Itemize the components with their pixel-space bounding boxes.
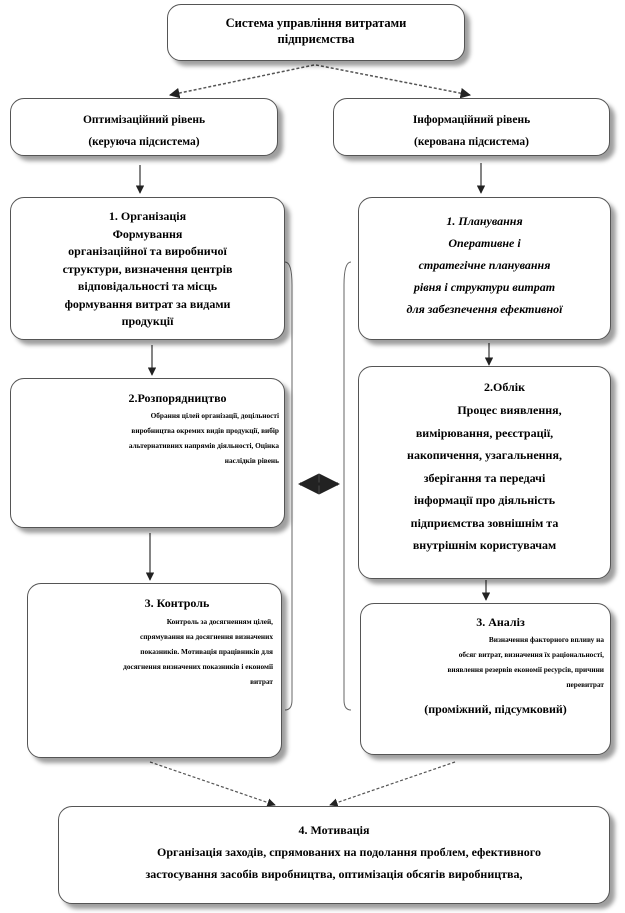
analysis-line: виявлення резервів економії ресурсів, причини: [447, 665, 604, 674]
accounting-line: зберігання та передачі: [423, 470, 546, 485]
cost-management-system-box: [167, 4, 465, 61]
information-level-box: [333, 98, 610, 156]
motivation-line: застосування засобів виробництва, оптимізація обсягів виробництва,: [145, 867, 523, 881]
left-bracket: [285, 262, 292, 710]
distribution-line: альтернативних напрямів діяльності, Оцінка: [128, 441, 279, 450]
planning-line: стратегічне планування: [418, 258, 551, 272]
control-line: спрямування на досягнення визначених: [139, 632, 273, 641]
information-level-title: Інформаційний рівень: [412, 114, 531, 126]
distribution-line: виробництва окремих видів продукції, вибір: [131, 426, 279, 435]
accounting-line: накопичення, узагальнення,: [407, 448, 562, 462]
analysis-line: перевитрат: [566, 680, 604, 689]
control-title: 3. Контроль: [144, 596, 210, 610]
analysis-box: [360, 603, 611, 755]
motivation-title: 4. Мотивація: [298, 823, 370, 837]
motivation-line: Організація заходів, спрямованих на подолання проблем, ефективного: [157, 845, 541, 859]
planning-box: [358, 197, 611, 340]
right-bracket: [344, 262, 351, 710]
distribution-line: наслідків рівень: [224, 456, 279, 465]
distribution-title: 2.Розпорядництво: [128, 391, 227, 405]
accounting-line: внутрішнім користувачам: [412, 538, 557, 552]
analysis-title: 3. Аналіз: [476, 615, 525, 629]
control-line: досягнення визначених показників і економії: [123, 662, 273, 671]
planning-line: рівня і структури витрат: [413, 280, 556, 294]
accounting-line: вимірювання, реєстрації,: [415, 425, 554, 440]
accounting-box: [358, 366, 611, 579]
organization-line: структури, визначення центрів: [62, 261, 233, 276]
accounting-line: підприємства зовнішнім та: [410, 515, 559, 530]
planning-line: Оперативне і: [448, 236, 521, 250]
organization-title: 1. Організація: [108, 209, 187, 223]
accounting-line: інформації про діяльність: [413, 493, 556, 507]
control-box: [27, 583, 282, 758]
organization-line: організаційної та виробничої: [68, 244, 227, 258]
control-line: показників. Мотивація працівників для: [140, 647, 273, 656]
arrow-to-information-level: [316, 65, 470, 95]
accounting-title: 2.Облік: [483, 380, 525, 394]
motivation-box: [58, 806, 610, 904]
optimization-level-box: [10, 98, 278, 156]
system-title-line1: Система управління витратами: [225, 16, 407, 30]
planning-title: 1. Планування: [446, 214, 523, 228]
organization-line: Формування: [112, 226, 183, 241]
planning-line: для забезпечення ефективної: [406, 302, 563, 316]
arrow-control-to-motivation: [150, 762, 275, 805]
distribution-box: [10, 378, 285, 528]
optimization-level-title: Оптимізаційний рівень: [82, 114, 206, 126]
organization-line: відповідальності та місць: [77, 279, 218, 293]
control-line: Контроль за досягненням цілей,: [166, 617, 273, 626]
accounting-line: Процес виявлення,: [457, 403, 562, 417]
analysis-footer: (проміжний, підсумковий): [424, 702, 567, 716]
organization-box: [10, 197, 285, 340]
organization-line: продукції: [121, 314, 174, 328]
system-title-line2: підприємства: [277, 32, 355, 46]
arrow-to-optimization-level: [170, 65, 314, 95]
analysis-line: Визначення факторного впливу на: [488, 635, 604, 644]
analysis-line: обсяг витрат, визначення їх раціональності,: [458, 650, 604, 659]
distribution-line: Обрання цілей організації, доцільності: [150, 411, 279, 420]
optimization-level-subtitle: (керуюча підсистема): [88, 136, 200, 148]
information-level-subtitle: (керована підсистема): [414, 136, 529, 148]
arrow-analysis-to-motivation: [330, 762, 455, 805]
control-line: витрат: [250, 677, 273, 686]
organization-line: формування витрат за видами: [64, 296, 231, 311]
